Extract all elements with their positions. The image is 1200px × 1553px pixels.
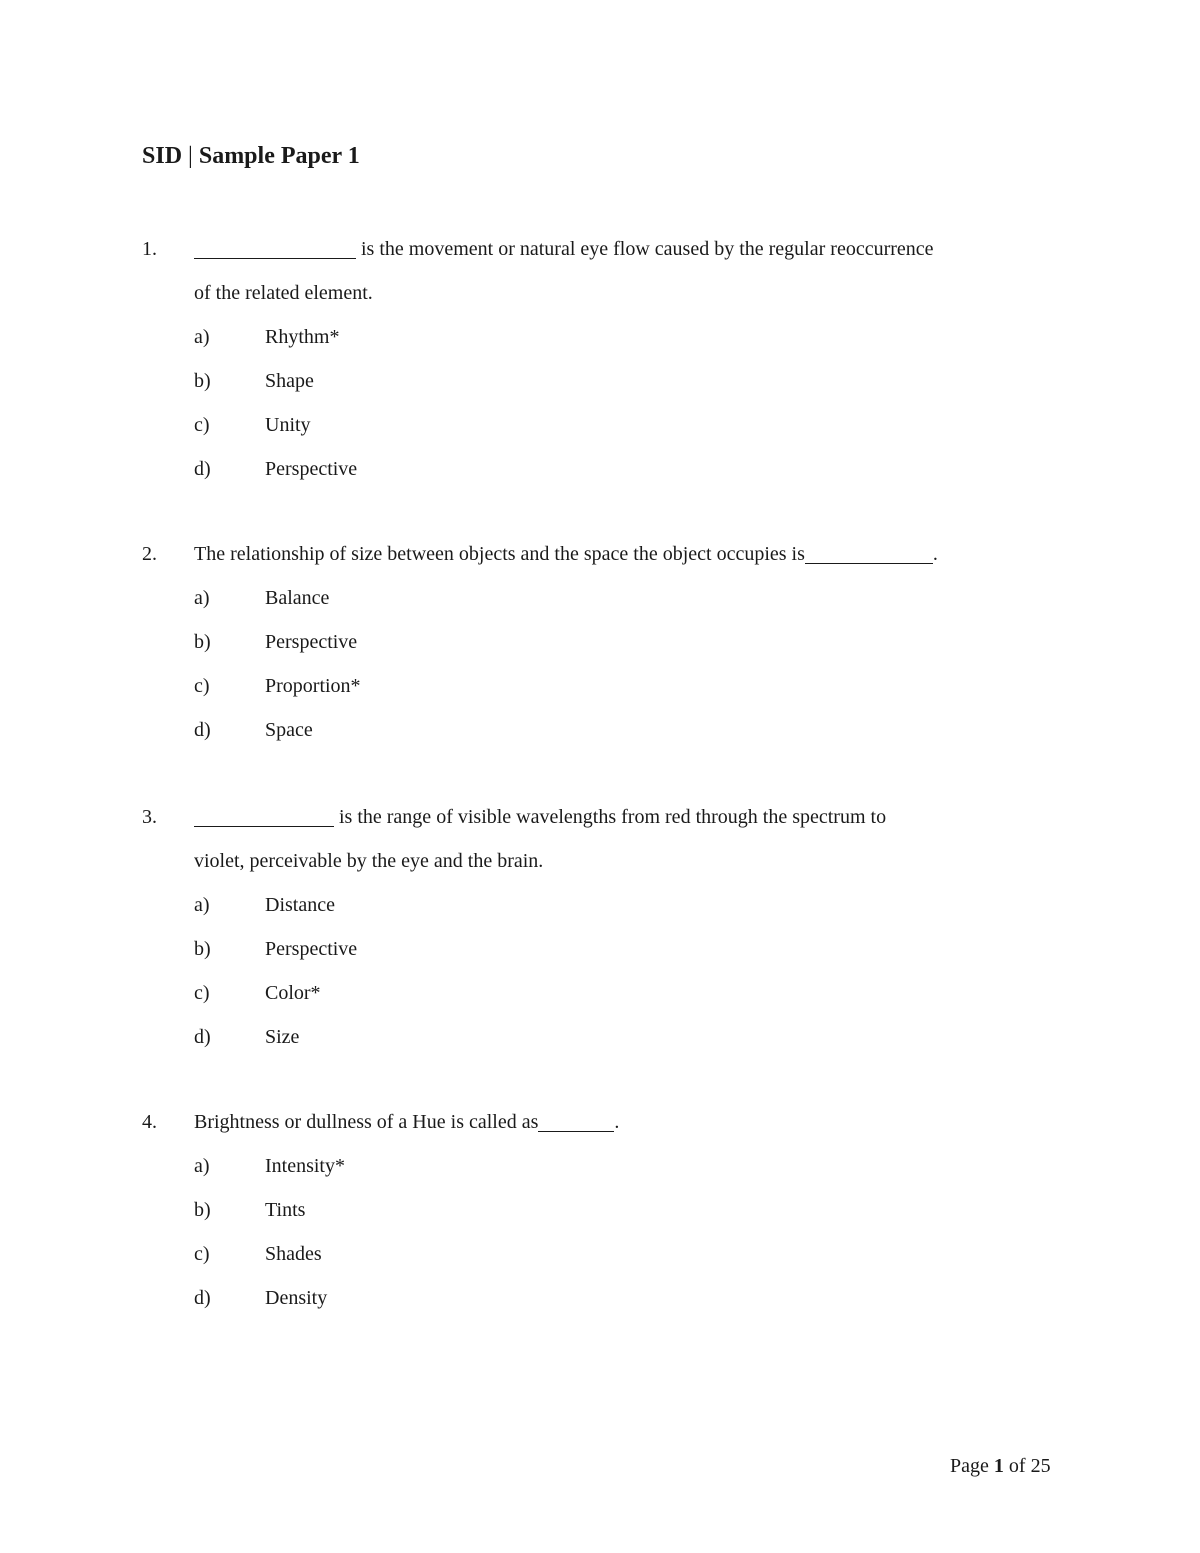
option-text: Shape — [265, 370, 314, 392]
question-number: 3. — [142, 806, 157, 828]
option-b — [142, 359, 1062, 403]
option-d — [142, 708, 1062, 752]
option-b — [142, 620, 1062, 664]
question-number: 4. — [142, 1111, 157, 1133]
question-text-continued: of the related element. — [194, 282, 373, 304]
option-letter: c) — [194, 675, 210, 697]
option-letter: b) — [194, 1199, 211, 1221]
question-2 — [142, 532, 1062, 752]
option-b — [142, 927, 1062, 971]
option-letter: a) — [194, 894, 210, 916]
option-c — [142, 971, 1062, 1015]
question-number: 2. — [142, 543, 157, 565]
option-c — [142, 403, 1062, 447]
option-text: Intensity* — [265, 1155, 345, 1177]
option-d — [142, 1276, 1062, 1320]
answer-blank — [194, 236, 356, 259]
option-letter: a) — [194, 326, 210, 348]
option-a — [142, 883, 1062, 927]
option-letter: b) — [194, 938, 211, 960]
question-text-continued: violet, perceivable by the eye and the brain. — [194, 850, 544, 872]
question-text: Brightness or dullness of a Hue is called as . — [194, 1111, 620, 1133]
option-text: Unity — [265, 414, 311, 436]
option-letter: d) — [194, 458, 211, 480]
option-d — [142, 1015, 1062, 1059]
page-footer — [950, 1455, 1051, 1478]
option-text: Tints — [265, 1199, 306, 1221]
option-text: Balance — [265, 587, 330, 609]
question-text: is the movement or natural eye flow caused by the regular reoccurrence — [194, 227, 934, 271]
option-text: Space — [265, 719, 313, 741]
answer-blank — [805, 541, 933, 564]
question-4 — [142, 1100, 1062, 1320]
option-letter: c) — [194, 1243, 210, 1265]
question-1 — [142, 227, 1062, 491]
option-letter: b) — [194, 370, 211, 392]
question-text: is the range of visible wavelengths from red through the spectrum to — [194, 795, 886, 839]
option-text: Distance — [265, 894, 335, 916]
question-3 — [142, 795, 1062, 1059]
title-separator: | — [188, 143, 193, 169]
page-label: Page — [950, 1455, 989, 1477]
option-b — [142, 1188, 1062, 1232]
current-page-number: 1 — [993, 1455, 1004, 1477]
option-letter: c) — [194, 414, 210, 436]
option-text: Perspective — [265, 631, 358, 653]
option-d — [142, 447, 1062, 491]
option-text: Perspective — [265, 458, 358, 480]
page-title — [142, 143, 360, 170]
option-letter: d) — [194, 1287, 211, 1309]
option-text: Shades — [265, 1243, 322, 1265]
option-text: Proportion* — [265, 675, 361, 697]
title-paper: Sample Paper 1 — [198, 143, 360, 169]
option-text: Color* — [265, 982, 321, 1004]
title-subject: SID — [142, 143, 183, 169]
question-number: 1. — [142, 238, 157, 260]
option-letter: a) — [194, 587, 210, 609]
option-text: Rhythm* — [265, 326, 340, 348]
answer-blank — [194, 804, 334, 827]
option-letter: b) — [194, 631, 211, 653]
answer-blank — [538, 1109, 614, 1132]
option-a — [142, 315, 1062, 359]
option-text: Density — [265, 1287, 328, 1309]
option-letter: d) — [194, 1026, 211, 1048]
option-a — [142, 1144, 1062, 1188]
option-text: Size — [265, 1026, 300, 1048]
option-letter: d) — [194, 719, 211, 741]
option-c — [142, 664, 1062, 708]
option-letter: a) — [194, 1155, 210, 1177]
option-text: Perspective — [265, 938, 358, 960]
option-letter: c) — [194, 982, 210, 1004]
option-c — [142, 1232, 1062, 1276]
question-text: The relationship of size between objects and the space the object occupies is . — [194, 543, 938, 565]
of-label: of — [1008, 1455, 1026, 1477]
total-pages: 25 — [1030, 1455, 1051, 1477]
option-a — [142, 576, 1062, 620]
